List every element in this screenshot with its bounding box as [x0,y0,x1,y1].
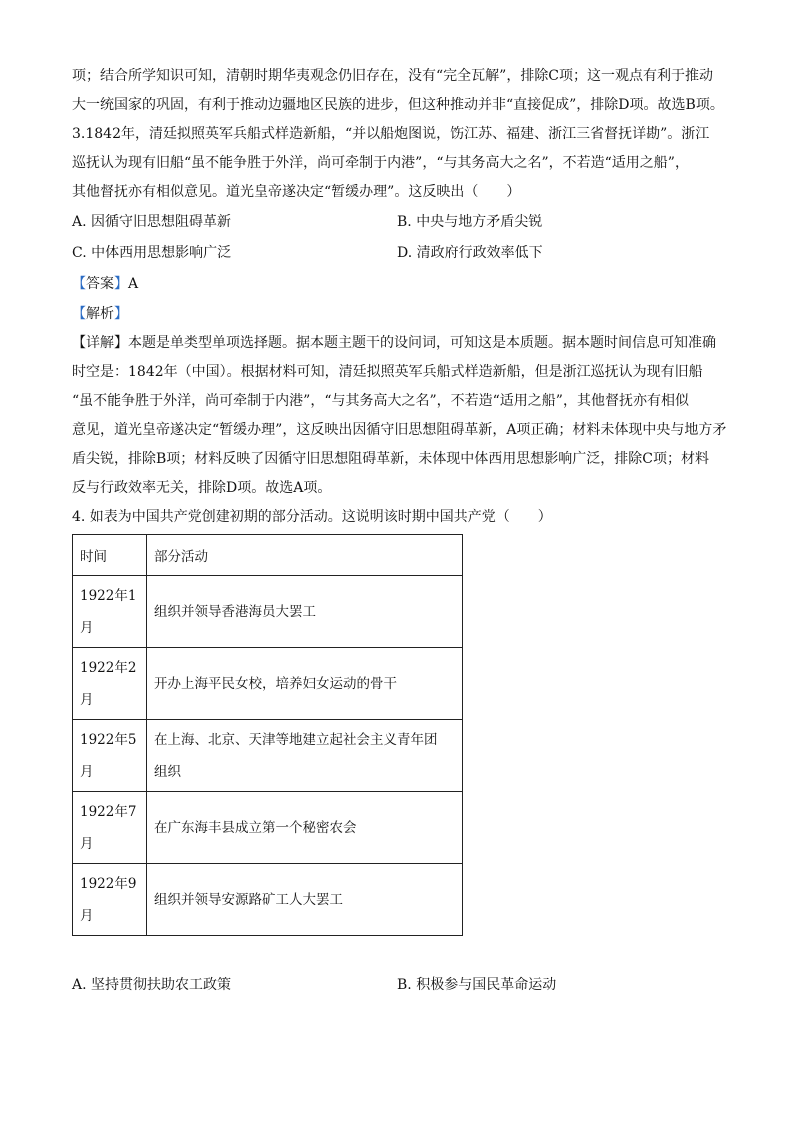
text-line: 意见，道光皇帝遂决定“暂缓办理”，这反映出因循守旧思想阻碍革新，A项正确；材料未体现中央与地方矛 [72,422,727,438]
analysis-label: 解析 [86,306,114,322]
text-line: 【详解】本题是单类型单项选择题。据本题主题干的设问词，可知这是本质题。据本题时间信息可知准确 [72,335,716,351]
text-line: 盾尖锐，排除B项；材料反映了因循守旧思想阻碍革新，未体现中体西用思想影响广泛，排除C项；材料 [72,451,709,467]
table-row [73,720,463,792]
table-row [73,648,463,720]
detail-label: 详解 [86,335,114,351]
cell-time: 1922年7 月 [73,792,147,864]
table-header-row [73,535,463,576]
table-row [73,864,463,936]
table-row [73,576,463,648]
question-4 [72,503,722,1001]
text-line: 其他督抚亦有相似意见。道光皇帝遂决定“暂缓办理”。这反映出（ ） [72,184,521,200]
text-line: “虽不能争胜于外洋，尚可牵制于内港”，“与其务高大之名”，不若造“适用之船”，其他督抚亦有相似 [72,393,689,409]
analysis-heading: 【解析】 [72,306,128,322]
cell-activity: 在广东海丰县成立第一个秘密农会 [147,792,463,864]
text-line: 项；结合所学知识可知，清朝时期华夷观念仍旧存在，没有“完全瓦解”，排除C项；这一观点有利于推动 [72,68,714,84]
answer-label: 答案 [86,276,114,292]
question-4-options-row-1 [72,970,722,1001]
option-a: A. 坚持贯彻扶助农工政策 [72,977,232,993]
cell-time: 1922年9 月 [73,864,147,936]
previous-analysis-tail [72,62,722,120]
cell-time: 1922年5 月 [73,720,147,792]
option-d: D. 清政府行政效率低下 [397,245,543,261]
text-line: 巡抚认为现有旧船“虽不能争胜于外洋，尚可牵制于内港”，“与其务高大之名”，不若造“适用之船”， [72,155,689,171]
question-3-options-row-1 [72,207,722,238]
cell-activity: 组织并领导安源路矿工人大罢工 [147,864,463,936]
cell-time: 1922年1 月 [73,576,147,648]
cell-activity: 组织并领导香港海员大罢工 [147,576,463,648]
option-c: C. 中体西用思想影响广泛 [72,245,232,261]
question-3 [72,120,727,503]
header-activity: 部分活动 [147,535,463,576]
table-row [73,792,463,864]
text-line: 反与行政效率无关，排除D项。故选A项。 [72,480,332,496]
answer-value: A [128,276,139,292]
question-3-options-row-2 [72,238,722,269]
cell-activity: 在上海、北京、天津等地建立起社会主义青年团 组织 [147,720,463,792]
question-3-stem [72,120,722,207]
option-b: B. 中央与地方矛盾尖锐 [397,214,543,230]
text-line: 大一统国家的巩固，有利于推动边疆地区民族的进步，但这种推动并非“直接促成”，排除D项。故选B项。 [72,97,724,113]
question-4-stem: 4. 如表为中国共产党创建初期的部分活动。这说明该时期中国共产党（ ） [72,509,552,525]
text-line: 3.1842年，清廷拟照英军兵船式样造新船，“并以船炮图说，饬江苏、福建、浙江三省督抚详勘”。浙江 [72,126,710,142]
document-page [72,62,727,1001]
option-b: B. 积极参与国民革命运动 [397,977,557,993]
header-time: 时间 [73,535,147,576]
answer-line: 【答案】A [72,276,139,292]
detail-explanation [72,329,727,503]
activities-table [72,534,463,936]
text-line: 时空是：1842年（中国）。根据材料可知，清廷拟照英军兵船式样造新船，但是浙江巡抚认为现有旧船 [72,364,703,380]
cell-activity: 开办上海平民女校，培养妇女运动的骨干 [147,648,463,720]
option-a: A. 因循守旧思想阻碍革新 [72,214,232,230]
cell-time: 1922年2 月 [73,648,147,720]
